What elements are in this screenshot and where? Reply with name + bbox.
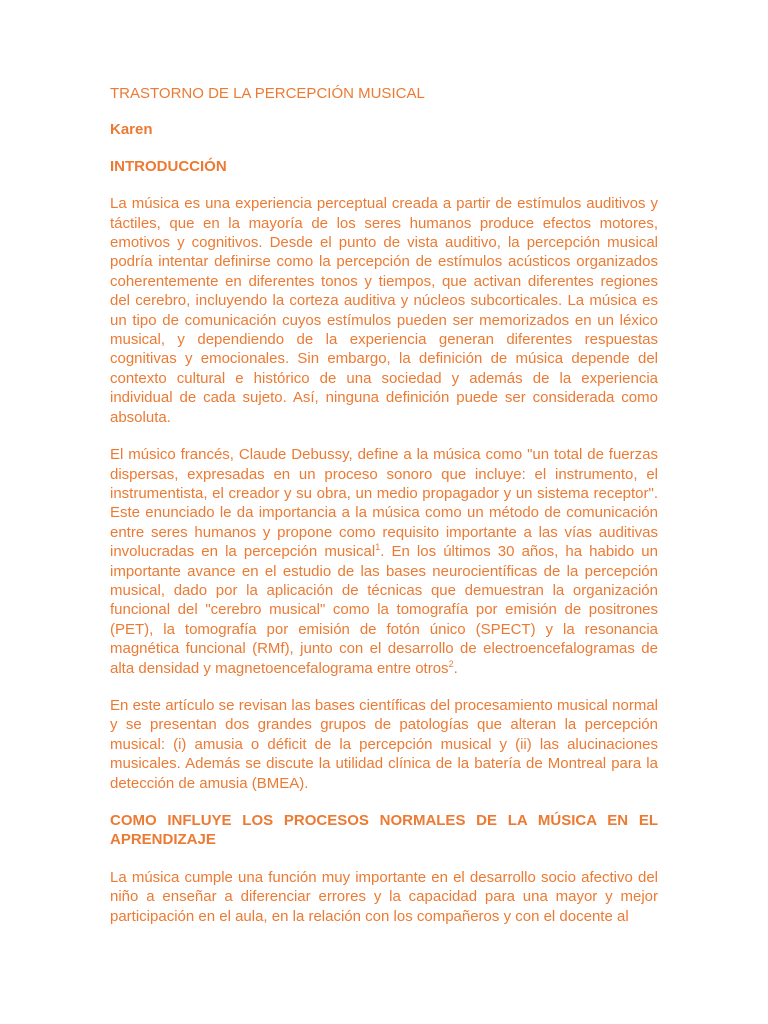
paragraph-learning: La música cumple una función muy importante en el desarrollo socio afectivo del niño a enseñar a diferenciar errores y la capacidad para una mayor y mejor participación en el aula, en la relación con los compañeros y con el docente al	[110, 868, 658, 925]
footnote-marker-1: 1	[375, 542, 381, 553]
section-heading-learning: COMO INFLUYE LOS PROCESOS NORMALES DE LA MÚSICA EN EL APRENDIZAJE	[110, 812, 658, 849]
intro-heading: INTRODUCCIÓN	[110, 157, 227, 175]
document-page	[110, 84, 658, 944]
paragraph-debussy-part-3: .	[453, 659, 458, 677]
paragraph-debussy	[110, 445, 658, 678]
paragraph-article-scope: En este artículo se revisan las bases científicas del procesamiento musical normal y se presentan dos grandes grupos de patologías que alteran la percepción musical: (i) amusia o déficit de la percepción musical y (ii) las alucinaciones musicales. Además se discute la utilidad clínica de la batería de Montreal para la detección de amusia (BMEA).	[110, 696, 658, 792]
author-name: Karen	[110, 121, 153, 139]
paragraph-debussy-part-2: . En los últimos 30 años, ha habido un importante avance en el estudio de las bases neurocientíficas de la percepción musical, dado por la aplicación de técnicas que demuestran la organización funcional del "cerebro musical" como la tomografía por emisión de positrones (PET), la tomografía por emisión de fotón único (SPECT) y la resonancia magnética funcional (RMf), junto con el desarrollo de electroencefalogramas de alta densidad y magnetoencefalograma entre otros	[110, 543, 658, 677]
document-title: TRASTORNO DE LA PERCEPCIÓN MUSICAL	[110, 85, 425, 102]
paragraph-debussy-part-1: El músico francés, Claude Debussy, define a la música como "un total de fuerzas dispersas, expresadas en un proceso sonoro que incluye: el instrumento, el instrumentista, el creador y su obra, un medio propagador y un sistema receptor". Este enunciado le da importancia a la música como un método de comunicación entre seres humanos y propone como requisito importante a las vías auditivas involucradas en la percepción musical	[110, 446, 658, 561]
paragraph-intro: La música es una experiencia perceptual creada a partir de estímulos auditivos y táctiles, que en la mayoría de los seres humanos produce efectos motores, emotivos y cognitivos. Desde el punto de vista auditivo, la percepción musical podría intentar definirse como la percepción de estímulos acústicos organizados coherentemente en diferentes tonos y tiempos, que activan diferentes regiones del cerebro, incluyendo la corteza auditiva y núcleos subcorticales. La música es un tipo de comunicación cuyos estímulos pueden ser memorizados en un léxico musical, y dependiendo de la experiencia generan diferentes respuestas cognitivas y emocionales. Sin embargo, la definición de música depende del contexto cultural e histórico de una sociedad y además de la experiencia individual de cada sujeto. Así, ninguna definición puede ser considerada como absoluta.	[110, 195, 658, 426]
footnote-marker-2: 2	[448, 658, 454, 669]
